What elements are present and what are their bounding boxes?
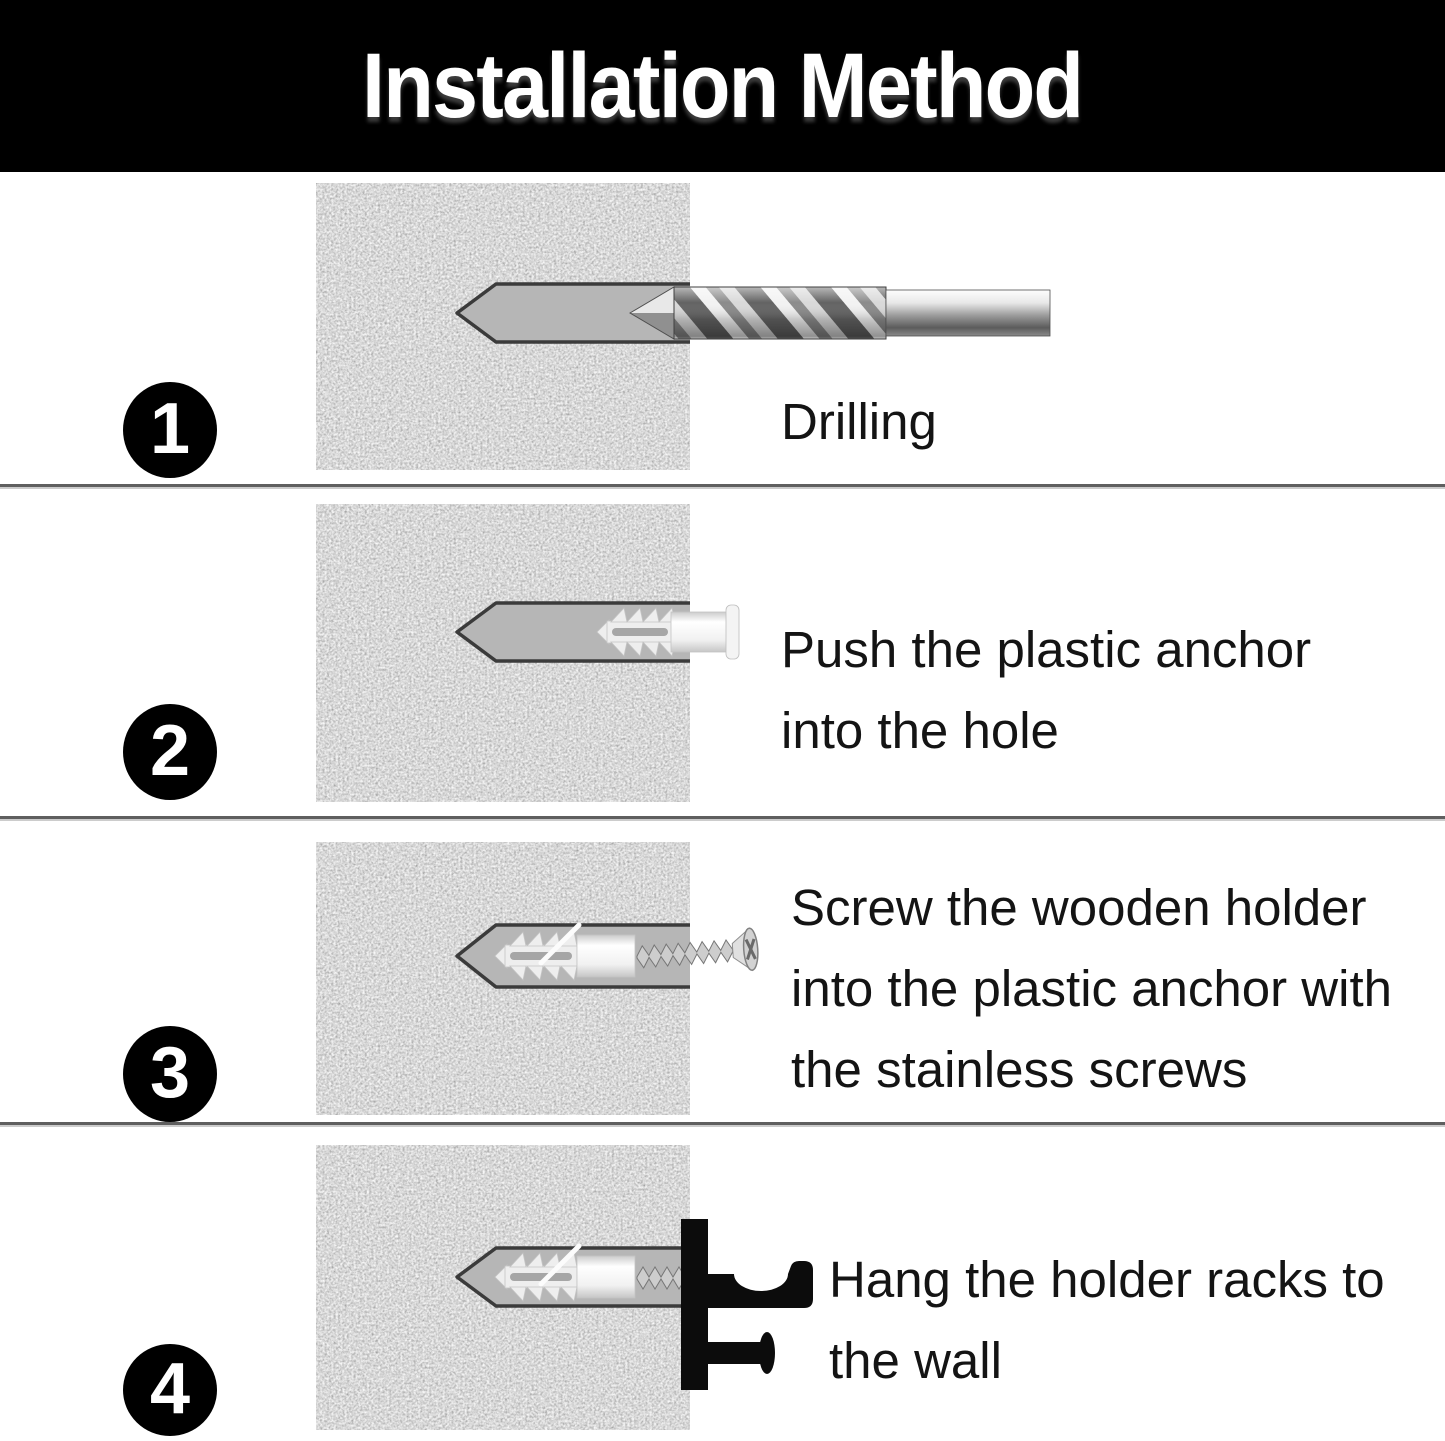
page-title: Installation Method (362, 34, 1083, 137)
row-divider (0, 816, 1445, 821)
caption-line: the stainless screws (791, 1041, 1248, 1098)
step-number-badge-1: 1 (123, 382, 217, 478)
row-divider (0, 484, 1445, 489)
caption-line: into the hole (781, 702, 1059, 759)
wall-hook-rack-icon (681, 1219, 813, 1390)
step3-caption (791, 867, 1392, 1110)
step1-illustration (316, 183, 1050, 470)
step2-illustration (316, 504, 739, 802)
caption-line: Hang the holder racks to (829, 1251, 1385, 1308)
step-number-badge-2: 2 (123, 704, 217, 800)
header-banner (0, 0, 1445, 172)
step-number-badge-3: 3 (123, 1026, 217, 1122)
drill-bit-icon (630, 287, 1050, 339)
step-number-badge-4: 4 (123, 1344, 217, 1436)
step4-caption (829, 1239, 1385, 1401)
step4-illustration (316, 1145, 813, 1430)
caption-line: the wall (829, 1332, 1002, 1389)
row-divider (0, 1122, 1445, 1127)
step2-caption (781, 609, 1311, 771)
caption-line: Push the plastic anchor (781, 621, 1312, 678)
caption-line: into the plastic anchor with (791, 960, 1392, 1017)
step3-illustration (316, 842, 759, 1115)
caption-line: Drilling (781, 393, 937, 450)
step1-caption (781, 381, 937, 462)
caption-line: Screw the wooden holder (791, 879, 1367, 936)
